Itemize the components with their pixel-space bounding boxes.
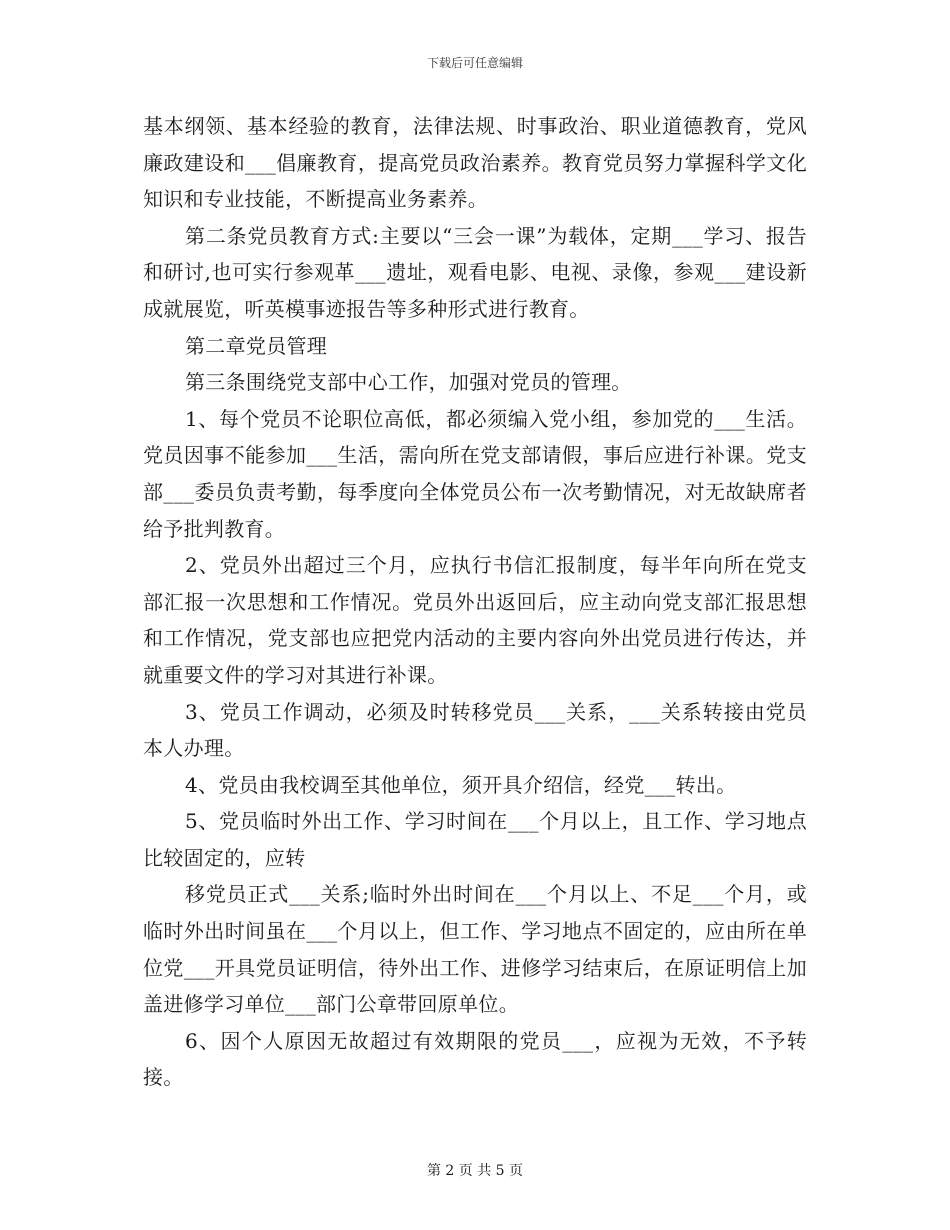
paragraph-4: 1、每个党员不论职位高低，都必须编入党小组，参加党的___生活。党员因事不能参加___生活，需向所在党支部请假，事后应进行补课。党支部___委员负责考勤，每季度向全体党员公布一次考勤情况，对无故缺席者给予批判教育。 [143,406,807,541]
paragraph-10: 6、因个人原因无故超过有效期限的党员___，应视为无效，不予转接。 [143,1028,807,1090]
paragraph-3: 第三条围绕党支部中心工作，加强对党员的管理。 [185,370,632,395]
paragraph-5: 2、党员外出超过三个月，应执行书信汇报制度，每半年向所在党支部汇报一次思想和工作情况。党员外出返回后，应主动向党支部汇报思想和工作情况，党支部也应把党内活动的主要内容向外出党员进行传达，并就重要文件的学习对其进行补课。 [143,553,807,687]
paragraph-6: 3、党员工作调动，必须及时转移党员___关系，___关系转接由党员本人办理。 [143,699,807,761]
document-body [143,108,807,1096]
paragraph-7: 4、党员由我校调至其他单位，须开具介绍信，经党___转出。 [185,772,737,797]
header-note: 下载后可任意编辑 [426,56,523,70]
paragraph-2: 第二条党员教育方式:主要以“三会一课”为载体，定期___学习、报告和研讨,也可实行参观革___遗址，观看电影、电视、录像，参观___建设新成就展览，听英模事迹报告等多种形式进行教育。 [143,223,807,321]
chapter-heading: 第二章党员管理 [185,333,328,358]
paragraph-1: 基本纲领、基本经验的教育，法律法规、时事政治、职业道德教育，党风廉政建设和___倡廉教育，提高党员政治素养。教育党员努力掌握科学文化知识和专业技能，不断提高业务素养。 [143,114,807,212]
page-number: 第 2 页 共 5 页 [426,1163,524,1179]
paragraph-9: 移党员正式___关系;临时外出时间在___个月以上、不足___个月，或临时外出时间虽在___个月以上，但工作、学习地点不固定的，应由所在单位党___开具党员证明信，待外出工作、进修学习结束后，在原证明信上加盖进修学习单位___部门公章带回原单位。 [143,882,807,1017]
paragraph-8: 5、党员临时外出工作、学习时间在___个月以上，且工作、学习地点比较固定的，应转 [143,809,807,870]
